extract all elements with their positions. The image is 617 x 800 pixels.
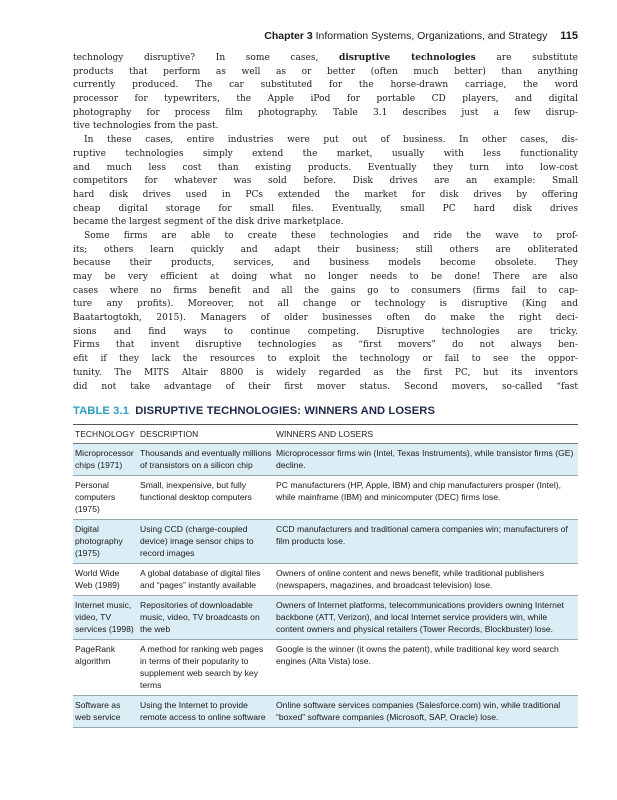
table-caption <box>73 405 578 417</box>
cell-winners-losers: CCD manufacturers and traditional camera companies win; manufacturers of film products lose. <box>274 520 578 564</box>
text-line: processor for typewriters, the Apple iPod for portable CD players, and digital <box>73 94 578 105</box>
cell-technology: Internet music, video, TV services (1998) <box>73 596 138 640</box>
table-title: DISRUPTIVE TECHNOLOGIES: WINNERS AND LOSERS <box>135 405 436 417</box>
text-line: did not take advantage of their first mover status. Second movers, so-called “fast <box>73 381 578 392</box>
column-header-description: DESCRIPTION <box>138 425 274 444</box>
paragraph-3 <box>73 230 578 394</box>
text-line: its; others learn quickly and adapt their business; still others are obliterated <box>73 244 578 255</box>
text-line: photography for process film photography. Table 3.1 describes just a few disrup- <box>73 107 578 118</box>
table-row <box>73 596 578 640</box>
text-line: products that perform as well as or better (often much better) than anything <box>73 66 578 77</box>
table-number: TABLE 3.1 <box>73 405 130 417</box>
cell-technology: Digital photography (1975) <box>73 520 138 564</box>
text-line: cases where no firms benefit and all the gains go to consumers (firms fail to cap- <box>73 285 578 296</box>
text-line: Baatartogtokh, 2015). Managers of older businesses often do make the right deci- <box>73 313 578 324</box>
text-line: became the largest segment of the disk drive marketplace. <box>73 217 344 228</box>
text-line: Firms that invent disruptive technologies as “first movers” do not always ben- <box>73 340 578 351</box>
disruptive-technologies-table <box>73 424 578 728</box>
cell-description: A method for ranking web pages in terms of their popularity to supplement web search by key terms <box>138 640 274 696</box>
text-line: ruptive technologies simply extend the market, usually with less functionality <box>73 148 578 159</box>
table-row <box>73 444 578 476</box>
body-text <box>73 52 578 394</box>
table-row <box>73 476 578 520</box>
table-row <box>73 520 578 564</box>
paragraph-1 <box>73 52 578 134</box>
running-header <box>60 30 578 42</box>
cell-winners-losers: Online software services companies (Salesforce.com) win, while traditional “boxed” software companies (Microsoft, SAP, Oracle) lose. <box>274 696 578 728</box>
cell-description: Small, inexpensive, but fully functional desktop computers <box>138 476 274 520</box>
cell-description: Using CCD (charge-coupled device) image sensor chips to record images <box>138 520 274 564</box>
chapter-title: Information Systems, Organizations, and Strategy <box>315 30 548 42</box>
table-row <box>73 696 578 728</box>
column-header-winners-losers: WINNERS AND LOSERS <box>274 425 578 444</box>
text-line: and much less cost than existing products. Eventually they turn into low-cost <box>73 162 578 173</box>
chapter-label: Chapter 3 <box>264 30 313 42</box>
text-line: hard disk drives used in PCs extended the market for disk drives by offering <box>73 189 578 200</box>
cell-description: Thousands and eventually millions of transistors on a silicon chip <box>138 444 274 476</box>
bold-term: disruptive technologies <box>339 53 476 63</box>
cell-technology: Personal computers (1975) <box>73 476 138 520</box>
cell-technology: PageRank algorithm <box>73 640 138 696</box>
text-line: tive technologies from the past. <box>73 121 219 132</box>
cell-winners-losers: Google is the winner (it owns the patent), while traditional key word search engines (Alta Vista) lose. <box>274 640 578 696</box>
cell-technology: World Wide Web (1989) <box>73 564 138 596</box>
cell-winners-losers: Microprocessor firms win (Intel, Texas Instruments), while transistor firms (GE) decline. <box>274 444 578 476</box>
page-number: 115 <box>560 30 578 42</box>
cell-technology: Microprocessor chips (1971) <box>73 444 138 476</box>
text-line: Some firms are able to create these technologies and ride the wave to prof- <box>84 230 578 241</box>
cell-technology: Software as web service <box>73 696 138 728</box>
text-line: currently produced. The car substituted for the horse-drawn carriage, the word <box>73 80 578 91</box>
text-line: efit if they lack the resources to exploit the technology or fail to see the oppor- <box>73 354 578 365</box>
cell-winners-losers: Owners of online content and news benefit, while traditional publishers (newspapers, magazines, and broadcast television) lose. <box>274 564 578 596</box>
cell-description: Using the Internet to provide remote access to online software <box>138 696 274 728</box>
cell-winners-losers: Owners of Internet platforms, telecommunications providers owning Internet backbone (ATT, Verizon), and local Internet service providers win, while content owners and physical retailers (Tower Records, Blockbuster) lose. <box>274 596 578 640</box>
paragraph-2 <box>73 134 578 230</box>
text-line: sions and find ways to continue competing. Disruptive technologies are tricky. <box>73 326 578 337</box>
cell-winners-losers: PC manufacturers (HP, Apple, IBM) and chip manufacturers prosper (Intel), while mainframe (IBM) and minicomputer (DEC) firms lose. <box>274 476 578 520</box>
text-line: In these cases, entire industries were put out of business. In other cases, dis- <box>84 135 578 146</box>
column-header-technology: TECHNOLOGY <box>73 425 138 444</box>
cell-description: A global database of digital files and “pages” instantly available <box>138 564 274 596</box>
text-line: cheap digital storage for small files. Eventually, small PC hard disk drives <box>73 203 578 214</box>
text-line: ture any profits). Moreover, not all change or technology is disruptive (King and <box>73 299 578 310</box>
cell-description: Repositories of downloadable music, video, TV broadcasts on the web <box>138 596 274 640</box>
table-row <box>73 564 578 596</box>
text-line: technology disruptive? In some cases, disruptive technologies are substitute <box>73 53 578 63</box>
text-line: tunity. The MITS Altair 8800 is widely regarded as the first PC, but its inventors <box>73 367 578 378</box>
text-line: may be very efficient at doing what no longer needs to be done! There are also <box>73 272 578 282</box>
table-3-1 <box>73 405 578 728</box>
text-line: competitors for whatever was sold before. Disk drives are an example: Small <box>73 176 578 187</box>
text-line: because their products, services, and business models become obsolete. They <box>73 258 578 269</box>
table-row <box>73 640 578 696</box>
table-header-row <box>73 425 578 444</box>
